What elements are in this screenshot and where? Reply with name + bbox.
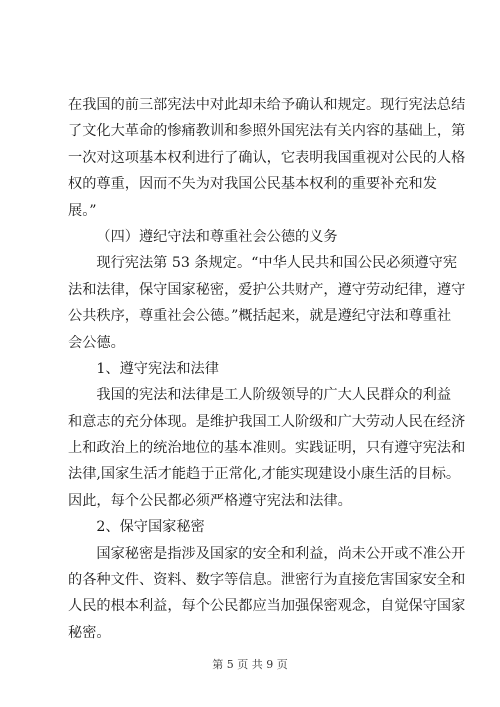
text-line: （四）遵纪守法和尊重社会公德的义务 [96,228,338,245]
text-line: 在我国的前三部宪法中对此却未给予确认和规定。现行宪法总结 [68,97,466,113]
text-line: 2、保守国家秘密 [96,519,205,536]
text-line: 国家秘密是指涉及国家的安全和利益，尚未公开或不准公开 [96,545,466,562]
text-line: 我国的宪法和法律是工人阶级领导的广大人民群众的利益 [96,387,452,404]
text-line: 展。” [68,202,97,219]
text-line: 法律,国家生活才能趋于正常化,才能实现建设小康生活的目标。 [68,466,461,483]
text-line: 上和政治上的统治地位的基本准则。实践证明，只有遵守宪法和 [68,440,466,457]
text-line: 因此，每个公民都必须严格遵守宪法和法律。 [68,492,352,509]
text-line: 公共秩序，尊重社会公德。”概括起来，就是遵纪守法和尊重社 [68,308,452,325]
text-line: 的各种文件、资料、数字等信息。泄密行为直接危害国家安全和 [68,572,466,589]
text-line: 现行宪法第 53 条规定。“中华人民共和国公民必须遵守宪 [96,255,458,272]
text-line: 人民的根本利益，每个公民都应当加强保密观念，自觉保守国家 [68,598,466,615]
page-footer: 第 5 页 共 9 页 [212,658,288,671]
text-line: 1、遵守宪法和法律 [96,360,219,377]
text-line: 了文化大革命的惨痛教训和参照外国宪法有关内容的基础上，第 [68,123,466,140]
text-line: 和意志的充分体现。是维护我国工人阶级和广大劳动人民在经济 [68,413,466,430]
text-line: 权的尊重，因而不失为对我国公民基本权利的重要补充和发 [68,176,437,193]
text-line: 会公德。 [68,334,125,351]
text-line: 秘密。 [68,624,111,641]
text-line: 一次对这项基本权利进行了确认，它表明我国重视对公民的人格 [68,149,466,166]
body-text [68,92,466,646]
text-line: 法和法律，保守国家秘密，爱护公共财产，遵守劳动纪律，遵守 [68,281,466,298]
